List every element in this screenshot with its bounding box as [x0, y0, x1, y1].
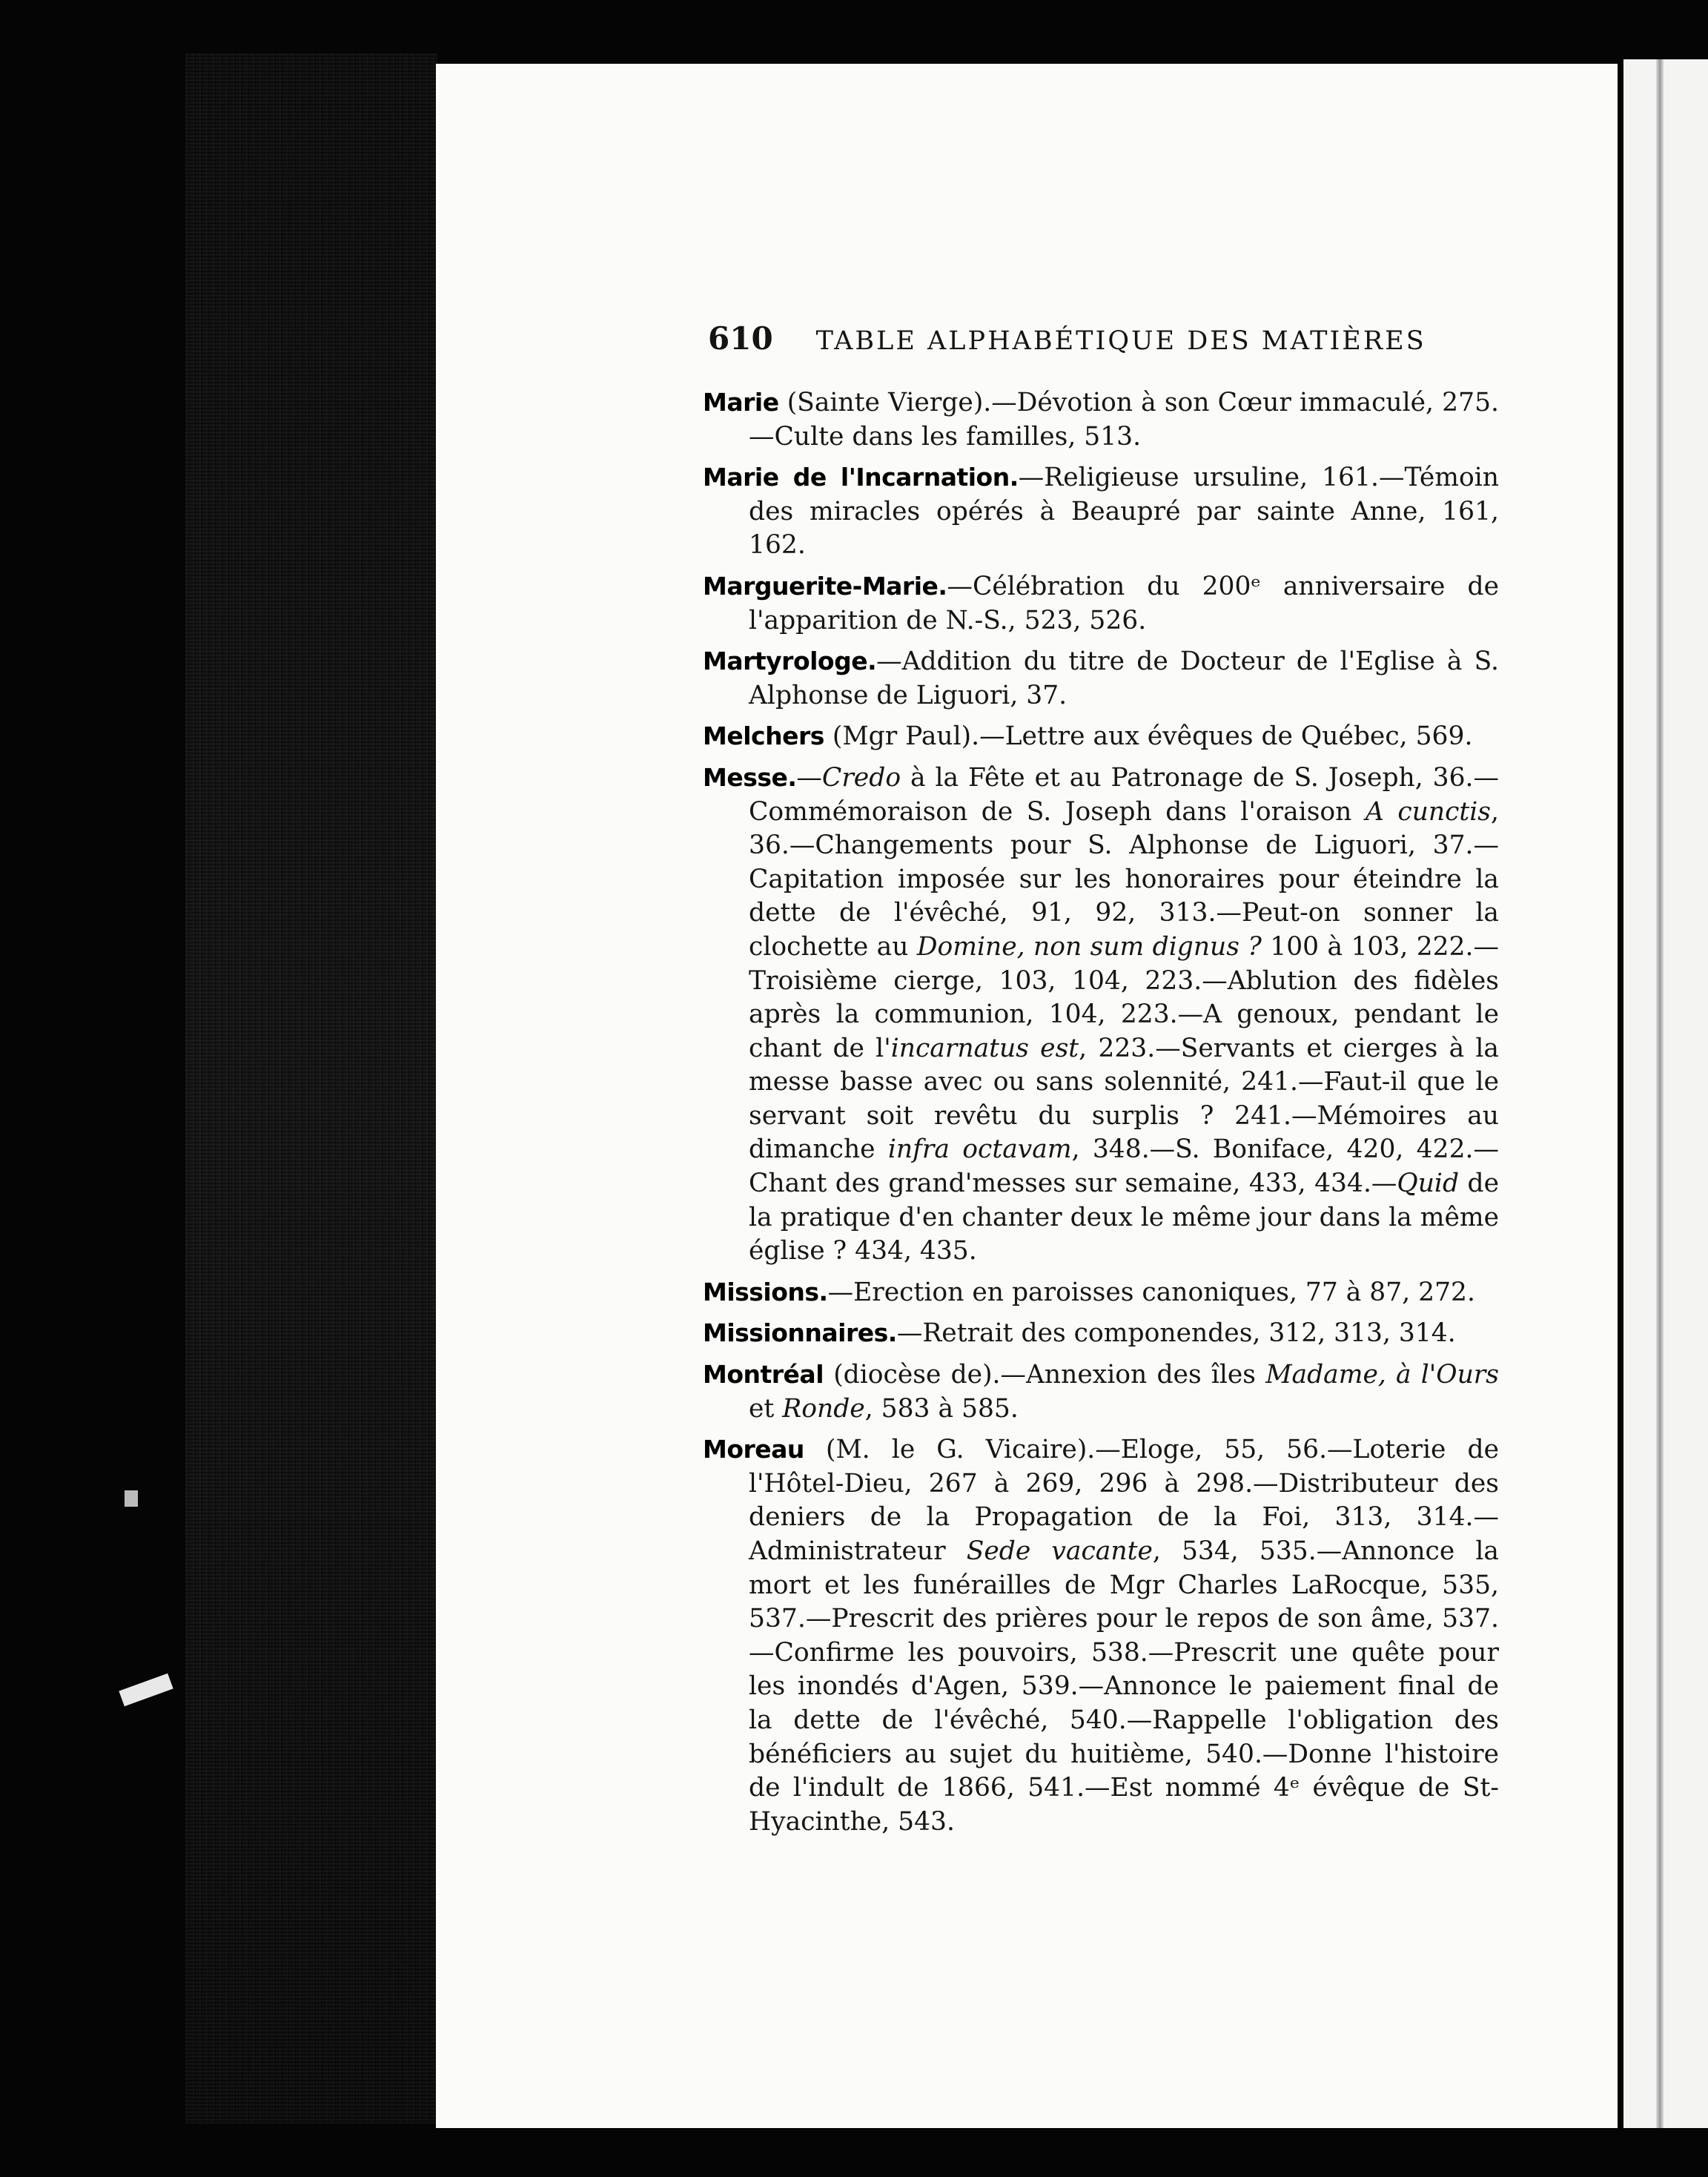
running-head [708, 320, 1501, 357]
facing-page-edge [1623, 59, 1708, 2128]
entry-latin-term: Credo [821, 762, 901, 793]
entry-latin-term: Quid [1397, 1169, 1460, 1199]
entry-headword: Messe. [703, 762, 797, 792]
entry-headword: Martyrologe. [703, 647, 877, 676]
entry-text-part: , 36.—Changements pour S. Alphonse de Liguori, 37.—Capitation imposée sur les honoraires pour éteindre la dette de l'évêché, 91, 92, 313.—Peut-on sonner la clochette au [749, 796, 1499, 962]
entry-headword: Montréal [703, 1360, 824, 1390]
page-header-title: TABLE ALPHABÉTIQUE DES MATIÈRES [815, 326, 1426, 356]
entry-headword: Missionnaires. [703, 1318, 897, 1348]
index-entry-marguerite-marie [703, 569, 1499, 638]
entry-latin-term: incarnatus est [890, 1033, 1079, 1063]
entry-headword: Missions. [703, 1277, 828, 1306]
book-page-edges [185, 53, 437, 2124]
entry-latin-term: Domine, non sum dignus ? [916, 931, 1262, 962]
paper-scrap [119, 1674, 173, 1707]
entry-text: —Retrait des componendes, 312, 313, 314. [896, 1318, 1456, 1349]
entry-place-name: Ronde [782, 1393, 865, 1424]
entry-text: —Erection en paroisses canoniques, 77 à 87, 272. [827, 1277, 1475, 1307]
entry-text: (Sainte Vierge).—Dévotion à son Cœur immaculé, 275.—Culte dans les familles, 513. [749, 388, 1499, 452]
entry-latin-term: A cunctis [1365, 796, 1492, 827]
entry-latin-term: Sede vacante [966, 1536, 1153, 1566]
entry-text-part: (M. le G. Vicaire).—Eloge, 55, 56.—Loterie de l'Hôtel-Dieu, 267 à 269, 296 à 298.—Distributeur des deniers de la Propagation de la Foi, 313, 314.—Administrateur [749, 1435, 1499, 1566]
facing-page-fold [1656, 59, 1664, 2128]
index-entry-marie-incarnation [703, 460, 1499, 563]
entry-text: —Célébration du 200ᵉ anniversaire de l'apparition de N.-S., 523, 526. [749, 571, 1499, 635]
entry-text-part: (diocèse de).—Annexion des îles [824, 1360, 1266, 1390]
entry-text-part: 100 à 103, 222.—Troisième cierge, 103, 104, 223.—Ablution des fidèles après la communion, 104, 223.—A genoux, pendant le chant de l' [749, 931, 1500, 1063]
entry-text-part: , 348.—S. Boniface, 420, 422.—Chant des grand'messes sur semaine, 433, 434.— [749, 1134, 1499, 1199]
entry-text-part: , 583 à 585. [864, 1393, 1019, 1424]
entry-headword: Marie de l'Incarnation. [703, 463, 1019, 492]
index-entry-melchers [703, 719, 1499, 754]
entry-text: —Religieuse ursuline, 161.—Témoin des miracles opérés à Beaupré par sainte Anne, 161, 162. [749, 463, 1499, 561]
page-number: 610 [708, 320, 773, 357]
entry-headword: Melchers [703, 721, 824, 751]
entry-text-part: , 223.—Servants et cierges à la messe basse avec ou sans solennité, 241.—Faut-il que le servant soit revêtu du surplis ? 241.—Mémoires au dimanche [749, 1033, 1499, 1165]
entry-headword: Marguerite-Marie. [703, 571, 947, 601]
index-entry-missions [703, 1275, 1499, 1310]
entry-place-name: Madame, à l'Ours [1265, 1360, 1499, 1390]
entry-text-part: — [796, 762, 822, 793]
index-entry-marie [703, 386, 1499, 454]
entry-headword: Marie [703, 388, 779, 417]
entry-text-part: , 534, 535.—Annonce la mort et les funérailles de Mgr Charles LaRocque, 535, 537.—Prescrit des prières pour le repos de son âme, 537.—Confirme les pouvoirs, 538.—Prescrit une quête pour les inondés d'Agen, 539.—Annonce le paiement final de la dette de l'évêché, 540.—Rappelle l'obligation des bénéficiers au sujet du huitième, 540.—Donne l'histoire de l'indult de 1866, 541.—Est nommé 4ᵉ évêque de St-Hyacinthe, 543. [749, 1536, 1500, 1837]
entry-text: (Mgr Paul).—Lettre aux évêques de Québec, 569. [824, 721, 1473, 752]
entry-text-part: et [749, 1393, 783, 1424]
entry-headword: Moreau [703, 1435, 804, 1464]
index-entry-montreal [703, 1358, 1499, 1426]
entry-text: —Addition du titre de Docteur de l'Eglise à S. Alphonse de Liguori, 37. [749, 647, 1499, 710]
index-entry-moreau [703, 1433, 1499, 1839]
entry-text-part: de la pratique d'en chanter deux le même jour dans la même église ? 434, 435. [749, 1169, 1500, 1266]
index-entry-martyrologe [703, 644, 1499, 713]
index-entries [703, 386, 1499, 1846]
edge-speck [125, 1490, 138, 1507]
entry-latin-term: infra octavam [887, 1134, 1072, 1165]
index-entry-messe [703, 761, 1499, 1269]
entry-text-part: à la Fête et au Patronage de S. Joseph, 36.—Commémoraison de S. Joseph dans l'oraison [749, 762, 1499, 827]
index-entry-missionnaires [703, 1316, 1499, 1351]
